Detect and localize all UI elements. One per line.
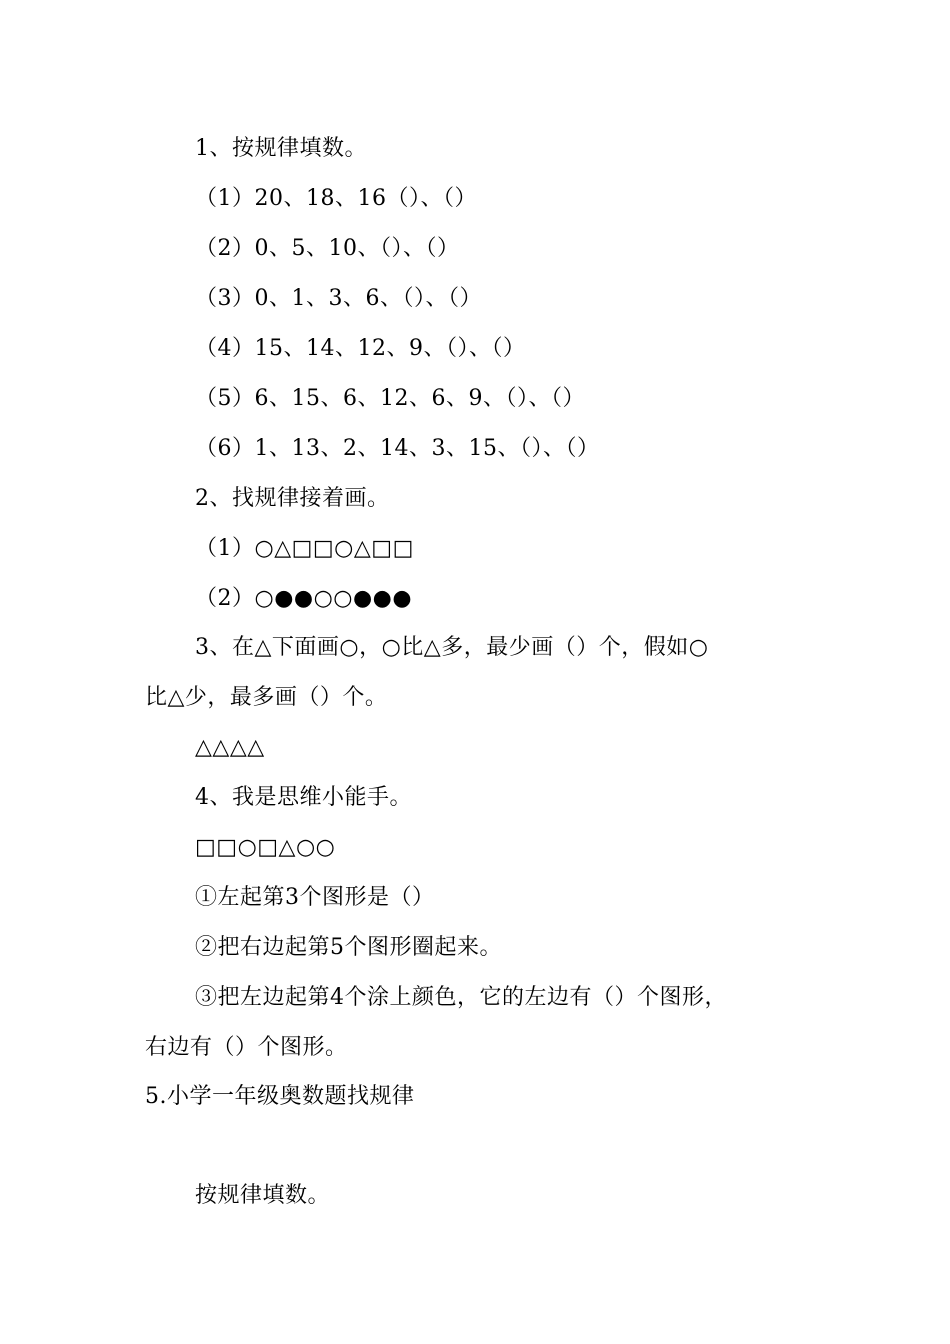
question-4-sub-3-continued: 右边有（）个图形。 <box>145 1035 348 1060</box>
question-4-sub-2: ②把右边起第5个图形圈起来。 <box>195 935 502 960</box>
question-2-title: 2、找规律接着画。 <box>195 486 390 511</box>
section-5-heading: 5.小学一年级奥数题找规律 <box>145 1084 415 1109</box>
question-1-item-3: （3）0、1、3、6、（）、（） <box>195 286 482 311</box>
section-5-instruction: 按规律填数。 <box>195 1183 331 1208</box>
question-2-item-2: （2）○●●○○●●● <box>195 586 413 611</box>
question-1-item-4: （4）15、14、12、9、（）、（） <box>195 336 526 361</box>
question-1-item-1: （1）20、18、16（）、（） <box>195 186 477 211</box>
question-1-item-6: （6）1、13、2、14、3、15、（）、（） <box>195 436 600 461</box>
question-3-triangles: △△△△ <box>195 735 265 760</box>
question-4-title: 4、我是思维小能手。 <box>195 785 412 810</box>
question-4-sub-1: ①左起第3个图形是（） <box>195 885 435 910</box>
question-3-text: 3、在△下面画○，○比△多，最少画（）个，假如○ <box>195 635 709 660</box>
question-1-item-2: （2）0、5、10、（）、（） <box>195 236 460 261</box>
question-4-sub-3: ③把左边起第4个涂上颜色，它的左边有（）个图形， <box>195 985 727 1010</box>
question-3-text-continued: 比△少，最多画（）个。 <box>145 685 388 710</box>
question-4-shapes: □□○□△○○ <box>195 835 336 860</box>
question-1-item-5: （5）6、15、6、12、6、9、（）、（） <box>195 386 585 411</box>
question-1-title: 1、按规律填数。 <box>195 136 367 161</box>
question-2-item-1: （1）○△□□○△□□ <box>195 536 414 561</box>
